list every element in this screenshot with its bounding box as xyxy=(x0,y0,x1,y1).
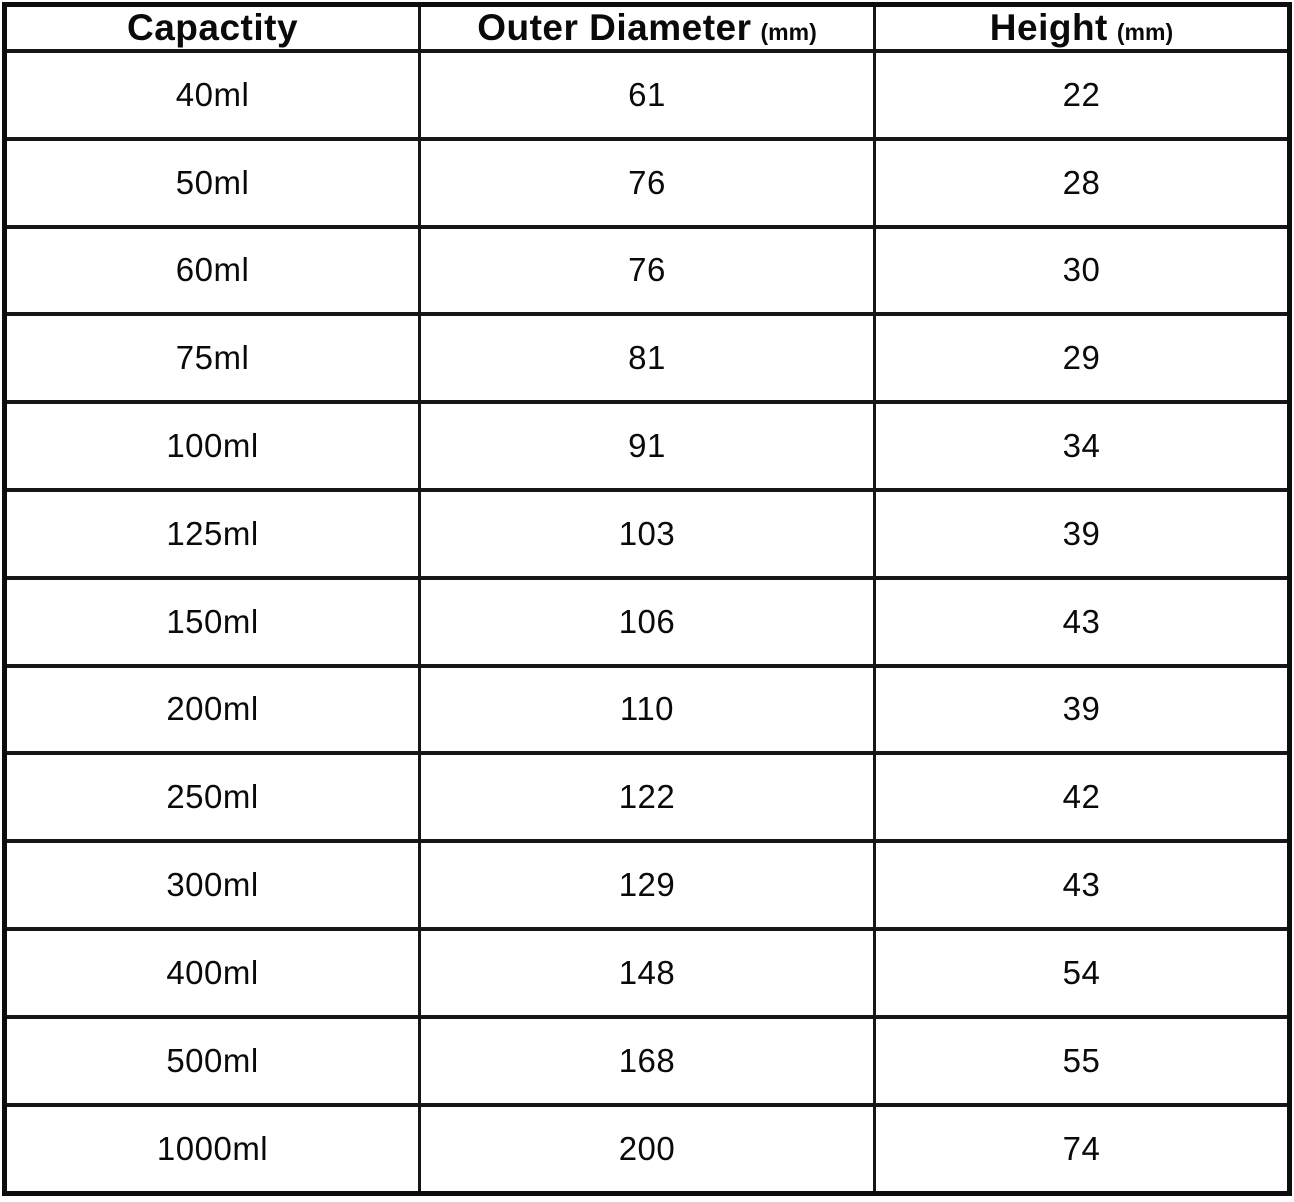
height-cell: 22 xyxy=(874,51,1289,139)
height-header-label: Height xyxy=(989,7,1108,48)
outer-diameter-cell: 110 xyxy=(420,666,875,754)
capacity-cell: 300ml xyxy=(5,841,420,929)
capacity-cell: 400ml xyxy=(5,929,420,1017)
table-row xyxy=(5,578,1290,666)
outer-diameter-header-label: Outer Diameter xyxy=(477,7,752,48)
col-header-capacity xyxy=(5,5,420,52)
height-cell: 39 xyxy=(874,666,1289,754)
table-row xyxy=(5,490,1290,578)
table-row xyxy=(5,1105,1290,1194)
capacity-cell: 500ml xyxy=(5,1017,420,1105)
height-cell: 34 xyxy=(874,402,1289,490)
table-row xyxy=(5,753,1290,841)
height-cell: 30 xyxy=(874,227,1289,315)
capacity-cell: 125ml xyxy=(5,490,420,578)
spec-table xyxy=(2,2,1292,1196)
capacity-cell: 200ml xyxy=(5,666,420,754)
capacity-cell: 60ml xyxy=(5,227,420,315)
outer-diameter-cell: 122 xyxy=(420,753,875,841)
outer-diameter-cell: 129 xyxy=(420,841,875,929)
height-cell: 43 xyxy=(874,578,1289,666)
table-row xyxy=(5,841,1290,929)
header-row xyxy=(5,5,1290,52)
capacity-cell: 40ml xyxy=(5,51,420,139)
height-cell: 55 xyxy=(874,1017,1289,1105)
outer-diameter-cell: 81 xyxy=(420,314,875,402)
table-row xyxy=(5,666,1290,754)
capacity-cell: 75ml xyxy=(5,314,420,402)
height-cell: 74 xyxy=(874,1105,1289,1194)
table-row xyxy=(5,51,1290,139)
table-row xyxy=(5,1017,1290,1105)
table-row xyxy=(5,227,1290,315)
outer-diameter-cell: 168 xyxy=(420,1017,875,1105)
outer-diameter-cell: 61 xyxy=(420,51,875,139)
table-body xyxy=(5,51,1290,1194)
height-cell: 39 xyxy=(874,490,1289,578)
col-header-height xyxy=(874,5,1289,52)
height-cell: 54 xyxy=(874,929,1289,1017)
col-header-outer-diameter xyxy=(420,5,875,52)
table-row xyxy=(5,402,1290,490)
height-cell: 28 xyxy=(874,139,1289,227)
outer-diameter-cell: 103 xyxy=(420,490,875,578)
height-cell: 29 xyxy=(874,314,1289,402)
table-row xyxy=(5,314,1290,402)
table-row xyxy=(5,139,1290,227)
outer-diameter-cell: 106 xyxy=(420,578,875,666)
capacity-cell: 100ml xyxy=(5,402,420,490)
capacity-cell: 250ml xyxy=(5,753,420,841)
capacity-cell: 150ml xyxy=(5,578,420,666)
outer-diameter-cell: 91 xyxy=(420,402,875,490)
outer-diameter-cell: 76 xyxy=(420,139,875,227)
table-row xyxy=(5,929,1290,1017)
capacity-header-label: Capactity xyxy=(126,7,299,48)
outer-diameter-cell: 76 xyxy=(420,227,875,315)
capacity-cell: 50ml xyxy=(5,139,420,227)
capacity-cell: 1000ml xyxy=(5,1105,420,1194)
outer-diameter-unit-label: (mm) xyxy=(760,19,817,45)
height-unit-label: (mm) xyxy=(1116,19,1174,45)
outer-diameter-cell: 200 xyxy=(420,1105,875,1194)
height-cell: 42 xyxy=(874,753,1289,841)
height-cell: 43 xyxy=(874,841,1289,929)
outer-diameter-cell: 148 xyxy=(420,929,875,1017)
